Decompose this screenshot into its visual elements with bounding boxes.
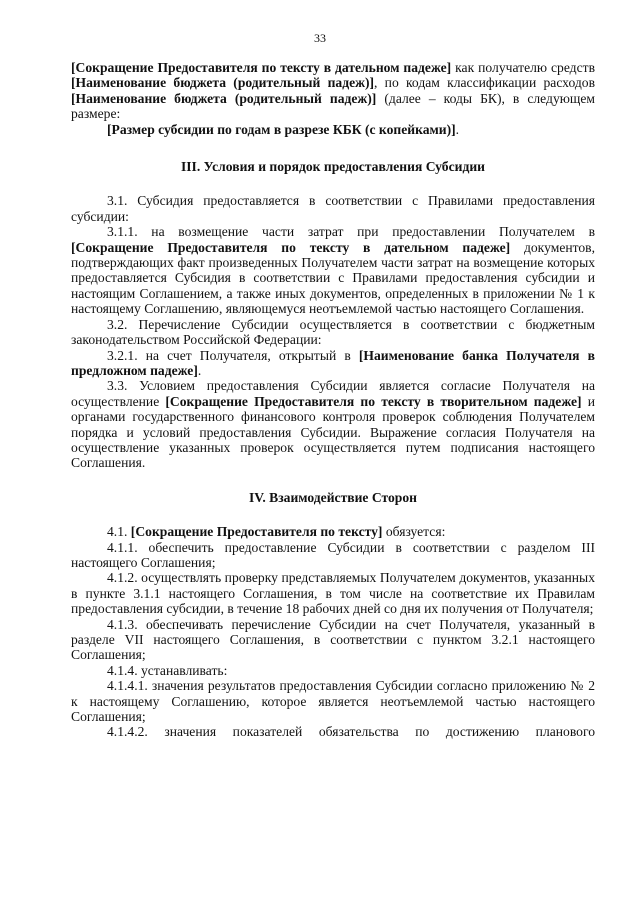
section-4-heading: IV. Взаимодействие Сторон bbox=[249, 489, 417, 505]
paragraph-3-1-1: 3.1.1. на возмещение части затрат при предоставлении Получателем в [Сокращение Предоставителя по тексту в дательном падеже] документов, подтверждающих факт произведенных Получателем части затрат на возмещение которых предоставляется Субсидия в соответствии с Правилами предоставления субсидии и настоящим Соглашением, а также иных документов, определенных в приложении № 1 к настоящему Соглашению, являющемуся неотъемлемой частью настоящего Соглашения. bbox=[71, 224, 595, 317]
page-number: 33 bbox=[314, 31, 326, 45]
paragraph-4-1-4-2: 4.1.4.2. значения показателей обязательства по достижению планового bbox=[107, 724, 595, 740]
placeholder-provider-instrumental: [Сокращение Предоставителя по тексту в творительном падеже] bbox=[165, 393, 582, 409]
paragraph-3-1: 3.1. Субсидия предоставляется в соответствии с Правилами предоставления субсидии: bbox=[71, 193, 595, 224]
paragraph-4-1-3: 4.1.3. обеспечивать перечисление Субсидии на счет Получателя, указанный в разделе VII настоящего Соглашения, в соответствии с пунктом 3.2.1 настоящего Соглашения; bbox=[71, 616, 595, 663]
paragraph-4-1-4: 4.1.4. устанавливать: bbox=[107, 662, 228, 678]
paragraph-4-1-1: 4.1.1. обеспечить предоставление Субсидии в соответствии с разделом III настоящего Соглашения; bbox=[71, 539, 595, 570]
paragraph-budget-codes: [Сокращение Предоставителя по тексту в дательном падеже] как получателю средств [Наименование бюджета (родительный падеж)], по кодам классификации расходов [Наименование бюджета (родительный падеж)] (далее – коды БК), в следующем размере: bbox=[71, 60, 595, 122]
placeholder-provider-dative-2: [Сокращение Предоставителя по тексту в дательном падеже] bbox=[71, 239, 511, 255]
placeholder-budget-name: [Наименование бюджета (родительный падеж)] bbox=[71, 75, 375, 91]
paragraph-3-3: 3.3. Условием предоставления Субсидии является согласие Получателя на осуществление [Сокращение Предоставителя по тексту в творительном падеже] и органами государственного финансового контроля проверок соблюдения Получателем порядка и условий предоставления Субсидии. Выражение согласия Получателя на осуществление указанных проверок осуществляется путем подписания настоящего Соглашения. bbox=[71, 378, 595, 471]
placeholder-provider: [Сокращение Предоставителя по тексту] bbox=[130, 524, 383, 540]
placeholder-bank-name: [Наименование банка Получателя в предложном падеже] bbox=[71, 347, 595, 378]
placeholder-provider-dative: [Сокращение Предоставителя по тексту в дательном падеже] bbox=[71, 60, 452, 75]
paragraph-3-2-1: 3.2.1. на счет Получателя, открытый в [Наименование банка Получателя в предложном падеже]. bbox=[71, 347, 595, 378]
paragraph-4-1-2: 4.1.2. осуществлять проверку представляемых Получателем документов, указанных в пункте 3.1.1 настоящего Соглашения, в том числе на соответствие их Правилам предоставления субсидии, в течение 18 рабочих дней со дня их получения от Получателя; bbox=[71, 570, 595, 617]
placeholder-subsidy-amount: [Размер субсидии по годам в разрезе КБК (с копейками)] bbox=[107, 121, 456, 137]
paragraph-3-2: 3.2. Перечисление Субсидии осуществляется в соответствии с бюджетным законодательством Российской Федерации: bbox=[71, 316, 595, 348]
section-3-heading: III. Условия и порядок предоставления Субсидии bbox=[180, 159, 486, 175]
document-body bbox=[71, 60, 595, 740]
paragraph-4-1-4-1: 4.1.4.1. значения результатов предоставления Субсидии согласно приложению № 2 к настоящему Соглашению, которое является неотъемлемой частью настоящего Соглашения; bbox=[71, 678, 595, 725]
paragraph-subsidy-amount: [Размер субсидии по годам в разрезе КБК (с копейками)]. bbox=[107, 121, 460, 137]
paragraph-4-1: 4.1. [Сокращение Предоставителя по тексту] обязуется: bbox=[107, 524, 446, 540]
placeholder-budget-name-2: [Наименование бюджета (родительный падеж)] bbox=[71, 90, 377, 106]
